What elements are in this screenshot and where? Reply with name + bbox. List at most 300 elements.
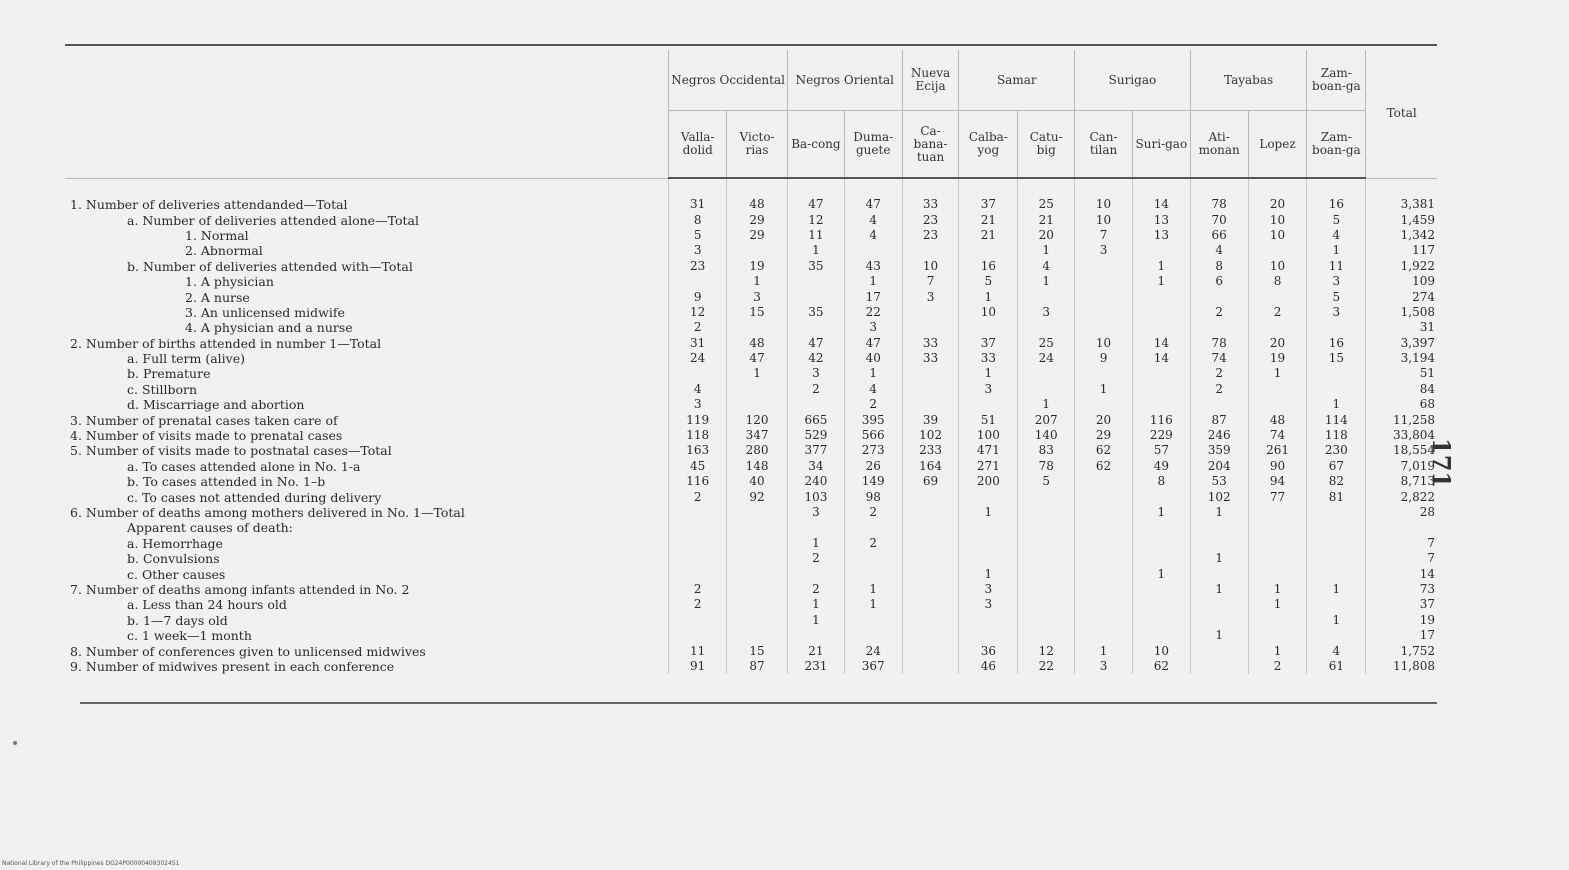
table-row (65, 643, 1437, 658)
value-cell (788, 320, 845, 335)
value-cell: 11 (669, 643, 727, 658)
value-cell: 29 (727, 212, 788, 227)
town-header: Duma-guete (844, 111, 902, 179)
value-cell: 10 (1248, 212, 1307, 227)
value-cell (844, 243, 902, 258)
value-cell: 2 (844, 397, 902, 412)
value-cell: 78 (1190, 178, 1248, 212)
value-cell (1075, 474, 1133, 489)
value-cell: 49 (1132, 459, 1190, 474)
value-cell: 33 (959, 351, 1018, 366)
value-cell: 21 (788, 643, 845, 658)
value-cell: 10 (959, 305, 1018, 320)
group-header: Surigao (1075, 50, 1191, 111)
value-cell (1307, 566, 1366, 581)
value-cell: 1 (1132, 274, 1190, 289)
total-cell: 3,397 (1366, 336, 1437, 351)
value-cell: 25 (1018, 178, 1075, 212)
value-cell: 2 (788, 582, 845, 597)
value-cell (1018, 566, 1075, 581)
value-cell (1248, 551, 1307, 566)
value-cell: 14 (1132, 178, 1190, 212)
value-cell: 3 (1018, 305, 1075, 320)
value-cell: 9 (1075, 351, 1133, 366)
value-cell: 1 (1018, 243, 1075, 258)
value-cell: 23 (902, 228, 959, 243)
value-cell: 9 (669, 289, 727, 304)
value-cell: 98 (844, 489, 902, 504)
value-cell: 1 (788, 597, 845, 612)
value-cell: 118 (1307, 428, 1366, 443)
value-cell (1018, 366, 1075, 381)
row-label: 7. Number of deaths among infants attended in No. 2 (70, 581, 410, 597)
value-cell: 35 (788, 259, 845, 274)
value-cell: 6 (1190, 274, 1248, 289)
value-cell (788, 566, 845, 581)
value-cell: 5 (959, 274, 1018, 289)
row-label: 9. Number of midwives present in each conference (70, 658, 395, 674)
value-cell: 43 (844, 259, 902, 274)
value-cell (1132, 289, 1190, 304)
value-cell: 3 (844, 320, 902, 335)
row-label: 3. An unlicensed midwife (185, 304, 345, 320)
value-cell: 148 (727, 459, 788, 474)
value-cell: 116 (669, 474, 727, 489)
total-cell: 31 (1366, 320, 1437, 335)
table-row (65, 459, 1437, 474)
value-cell: 4 (669, 382, 727, 397)
value-cell: 1 (844, 582, 902, 597)
value-cell: 5 (669, 228, 727, 243)
value-cell (1190, 566, 1248, 581)
total-cell: 7,019 (1366, 459, 1437, 474)
value-cell: 62 (1075, 459, 1133, 474)
value-cell: 31 (669, 178, 727, 212)
value-cell: 1 (727, 274, 788, 289)
value-cell (844, 520, 902, 535)
value-cell (902, 536, 959, 551)
value-cell (1248, 382, 1307, 397)
value-cell (727, 320, 788, 335)
value-cell (1248, 397, 1307, 412)
value-cell: 231 (788, 659, 845, 674)
value-cell: 229 (1132, 428, 1190, 443)
value-cell (1075, 551, 1133, 566)
value-cell: 10 (1248, 259, 1307, 274)
value-cell: 82 (1307, 474, 1366, 489)
value-cell (1018, 628, 1075, 643)
value-cell: 367 (844, 659, 902, 674)
value-cell: 33 (902, 336, 959, 351)
value-cell (1307, 505, 1366, 520)
value-cell: 4 (1307, 228, 1366, 243)
value-cell (959, 551, 1018, 566)
value-cell: 100 (959, 428, 1018, 443)
table-row (65, 366, 1437, 381)
value-cell (902, 505, 959, 520)
row-label: 1. Number of deliveries attendanded—Total (70, 196, 348, 212)
value-cell: 665 (788, 412, 845, 427)
value-cell (1190, 597, 1248, 612)
table-row (65, 597, 1437, 612)
value-cell: 21 (1018, 212, 1075, 227)
value-cell: 10 (902, 259, 959, 274)
value-cell: 78 (1018, 459, 1075, 474)
value-cell: 87 (1190, 412, 1248, 427)
value-cell: 4 (1018, 259, 1075, 274)
value-cell (1018, 382, 1075, 397)
value-cell (1075, 582, 1133, 597)
value-cell (959, 489, 1018, 504)
total-cell: 18,554 (1366, 443, 1437, 458)
value-cell: 61 (1307, 659, 1366, 674)
value-cell: 13 (1132, 228, 1190, 243)
value-cell: 200 (959, 474, 1018, 489)
value-cell (1075, 274, 1133, 289)
value-cell (788, 628, 845, 643)
total-header: Total (1366, 50, 1437, 178)
top-rule (65, 44, 1437, 46)
value-cell (1307, 366, 1366, 381)
value-cell: 48 (1248, 412, 1307, 427)
value-cell: 34 (788, 459, 845, 474)
value-cell (902, 366, 959, 381)
value-cell (1248, 536, 1307, 551)
value-cell (1018, 505, 1075, 520)
value-cell: 13 (1132, 212, 1190, 227)
table-row (65, 274, 1437, 289)
row-label: 1. Normal (185, 227, 249, 243)
value-cell: 47 (844, 178, 902, 212)
total-cell: 11,258 (1366, 412, 1437, 427)
table-row (65, 428, 1437, 443)
value-cell: 5 (1307, 289, 1366, 304)
value-cell: 29 (727, 228, 788, 243)
value-cell (669, 628, 727, 643)
table-row (65, 613, 1437, 628)
value-cell: 36 (959, 643, 1018, 658)
value-cell: 3 (669, 243, 727, 258)
value-cell: 15 (727, 305, 788, 320)
value-cell: 273 (844, 443, 902, 458)
value-cell: 47 (788, 336, 845, 351)
value-cell: 29 (1075, 428, 1133, 443)
town-header: Ba-cong (788, 111, 845, 179)
table-row (65, 551, 1437, 566)
value-cell: 11 (1307, 259, 1366, 274)
value-cell: 37 (959, 336, 1018, 351)
value-cell: 2 (669, 489, 727, 504)
value-cell: 21 (959, 228, 1018, 243)
total-cell: 1,752 (1366, 643, 1437, 658)
value-cell (1132, 489, 1190, 504)
table-row (65, 582, 1437, 597)
value-cell: 20 (1075, 412, 1133, 427)
total-cell: 3,381 (1366, 178, 1437, 212)
row-label: c. To cases not attended during delivery (127, 489, 382, 505)
value-cell (727, 536, 788, 551)
table-row (65, 305, 1437, 320)
value-cell: 1 (1075, 382, 1133, 397)
value-cell (902, 305, 959, 320)
value-cell (1190, 320, 1248, 335)
value-cell (1075, 397, 1133, 412)
value-cell: 3 (1307, 305, 1366, 320)
table-row (65, 397, 1437, 412)
town-header: Calba-yog (959, 111, 1018, 179)
row-label: b. 1—7 days old (127, 612, 228, 628)
row-label: b. Premature (127, 366, 211, 382)
value-cell: 67 (1307, 459, 1366, 474)
value-cell (1018, 520, 1075, 535)
value-cell (727, 551, 788, 566)
value-cell (669, 613, 727, 628)
value-cell (727, 505, 788, 520)
value-cell: 3 (788, 505, 845, 520)
value-cell (1018, 289, 1075, 304)
value-cell (1075, 320, 1133, 335)
value-cell: 1 (1248, 366, 1307, 381)
value-cell: 1 (959, 505, 1018, 520)
group-header: Tayabas (1190, 50, 1307, 111)
value-cell: 1 (1132, 505, 1190, 520)
value-cell: 53 (1190, 474, 1248, 489)
value-cell (1248, 505, 1307, 520)
value-cell: 87 (727, 659, 788, 674)
value-cell: 20 (1018, 228, 1075, 243)
value-cell (1018, 613, 1075, 628)
value-cell: 47 (727, 351, 788, 366)
value-cell: 10 (1075, 336, 1133, 351)
midwife-statistics-table (65, 50, 1437, 674)
value-cell: 69 (902, 474, 959, 489)
total-cell: 17 (1366, 628, 1437, 643)
value-cell: 62 (1075, 443, 1133, 458)
value-cell: 2 (669, 320, 727, 335)
row-label: d. Miscarriage and abortion (127, 397, 305, 413)
value-cell: 3 (902, 289, 959, 304)
total-cell: 1,508 (1366, 305, 1437, 320)
value-cell (959, 320, 1018, 335)
value-cell: 3 (669, 397, 727, 412)
value-cell (1018, 582, 1075, 597)
value-cell (1132, 382, 1190, 397)
table-row (65, 628, 1437, 643)
value-cell (1132, 397, 1190, 412)
value-cell: 10 (1075, 178, 1133, 212)
value-cell (902, 613, 959, 628)
row-label: 2. A nurse (185, 289, 250, 305)
row-label: a. To cases attended alone in No. 1-a (127, 458, 361, 474)
value-cell: 12 (788, 212, 845, 227)
total-cell: 37 (1366, 597, 1437, 612)
table-row (65, 336, 1437, 351)
value-cell: 1 (1132, 566, 1190, 581)
value-cell: 10 (1132, 643, 1190, 658)
total-cell: 274 (1366, 289, 1437, 304)
value-cell (1132, 536, 1190, 551)
value-cell: 22 (1018, 659, 1075, 674)
row-label: 4. Number of visits made to prenatal cases (70, 428, 343, 444)
value-cell: 3 (1075, 243, 1133, 258)
value-cell (1307, 597, 1366, 612)
table-row (65, 289, 1437, 304)
value-cell: 26 (844, 459, 902, 474)
value-cell (727, 397, 788, 412)
table-row (65, 520, 1437, 535)
value-cell (902, 551, 959, 566)
total-cell: 109 (1366, 274, 1437, 289)
value-cell: 24 (669, 351, 727, 366)
value-cell: 37 (959, 178, 1018, 212)
value-cell: 1 (959, 366, 1018, 381)
value-cell: 204 (1190, 459, 1248, 474)
value-cell (1132, 366, 1190, 381)
value-cell: 2 (788, 382, 845, 397)
value-cell: 48 (727, 178, 788, 212)
group-header: Negros Oriental (788, 50, 903, 111)
value-cell (669, 566, 727, 581)
value-cell (1132, 628, 1190, 643)
value-cell: 40 (727, 474, 788, 489)
value-cell: 10 (1075, 212, 1133, 227)
value-cell (1132, 243, 1190, 258)
value-cell: 5 (1018, 474, 1075, 489)
value-cell: 11 (788, 228, 845, 243)
town-header: Suri-gao (1132, 111, 1190, 179)
table-row (65, 659, 1437, 674)
table-row (65, 243, 1437, 258)
value-cell (1018, 320, 1075, 335)
value-cell: 1 (1190, 505, 1248, 520)
value-cell: 347 (727, 428, 788, 443)
value-cell: 3 (788, 366, 845, 381)
value-cell: 77 (1248, 489, 1307, 504)
table-row (65, 489, 1437, 504)
value-cell (902, 243, 959, 258)
value-cell (959, 520, 1018, 535)
value-cell (1075, 259, 1133, 274)
value-cell (1075, 628, 1133, 643)
value-cell (1248, 320, 1307, 335)
row-label: a. Less than 24 hours old (127, 597, 287, 613)
value-cell (959, 243, 1018, 258)
value-cell: 2 (1190, 305, 1248, 320)
value-cell: 271 (959, 459, 1018, 474)
table-body (65, 178, 1437, 674)
total-cell: 14 (1366, 566, 1437, 581)
value-cell: 22 (844, 305, 902, 320)
value-cell (902, 320, 959, 335)
table-row (65, 320, 1437, 335)
value-cell (1132, 320, 1190, 335)
value-cell: 1 (959, 566, 1018, 581)
value-cell: 78 (1190, 336, 1248, 351)
value-cell: 4 (1307, 643, 1366, 658)
value-cell: 116 (1132, 412, 1190, 427)
value-cell (669, 536, 727, 551)
value-cell (788, 397, 845, 412)
value-cell: 1 (788, 613, 845, 628)
value-cell: 1 (1190, 551, 1248, 566)
value-cell (1075, 489, 1133, 504)
value-cell: 119 (669, 412, 727, 427)
value-cell (1248, 628, 1307, 643)
value-cell: 17 (844, 289, 902, 304)
total-cell: 1,922 (1366, 259, 1437, 274)
value-cell: 51 (959, 412, 1018, 427)
value-cell: 19 (727, 259, 788, 274)
value-cell (1075, 505, 1133, 520)
value-cell: 395 (844, 412, 902, 427)
row-label: 2. Number of births attended in number 1—Total (70, 335, 382, 351)
total-cell: 84 (1366, 382, 1437, 397)
value-cell (1307, 551, 1366, 566)
value-cell: 23 (902, 212, 959, 227)
value-cell: 1 (1248, 643, 1307, 658)
value-cell (902, 520, 959, 535)
value-cell: 102 (902, 428, 959, 443)
value-cell: 66 (1190, 228, 1248, 243)
total-cell: 7 (1366, 551, 1437, 566)
value-cell: 1 (1190, 628, 1248, 643)
value-cell (959, 397, 1018, 412)
value-cell: 230 (1307, 443, 1366, 458)
value-cell: 94 (1248, 474, 1307, 489)
value-cell: 1 (1018, 274, 1075, 289)
value-cell (1018, 597, 1075, 612)
value-cell (844, 551, 902, 566)
table-row (65, 566, 1437, 581)
table-row (65, 474, 1437, 489)
row-label: 3. Number of prenatal cases taken care of (70, 412, 338, 428)
table-row (65, 351, 1437, 366)
value-cell: 566 (844, 428, 902, 443)
row-label: 1. A physician (185, 274, 274, 290)
total-cell (1366, 520, 1437, 535)
value-cell: 2 (844, 536, 902, 551)
value-cell: 47 (788, 178, 845, 212)
value-cell: 90 (1248, 459, 1307, 474)
row-label: a. Full term (alive) (127, 351, 245, 367)
value-cell: 20 (1248, 178, 1307, 212)
total-cell: 117 (1366, 243, 1437, 258)
row-label: b. To cases attended in No. 1–b (127, 474, 326, 490)
value-cell (788, 274, 845, 289)
value-cell (1075, 566, 1133, 581)
table-row (65, 443, 1437, 458)
value-cell: 3 (727, 289, 788, 304)
total-cell: 8,713 (1366, 474, 1437, 489)
value-cell: 261 (1248, 443, 1307, 458)
value-cell: 70 (1190, 212, 1248, 227)
value-cell (959, 628, 1018, 643)
value-cell: 20 (1248, 336, 1307, 351)
value-cell: 3 (1307, 274, 1366, 289)
value-cell (902, 582, 959, 597)
value-cell: 149 (844, 474, 902, 489)
table-row (65, 412, 1437, 427)
value-cell (959, 536, 1018, 551)
group-header: Samar (959, 50, 1075, 111)
value-cell: 12 (1018, 643, 1075, 658)
value-cell: 1 (788, 243, 845, 258)
total-cell: 68 (1366, 397, 1437, 412)
total-cell: 3,194 (1366, 351, 1437, 366)
value-cell (1075, 305, 1133, 320)
value-cell (902, 659, 959, 674)
value-cell: 48 (727, 336, 788, 351)
